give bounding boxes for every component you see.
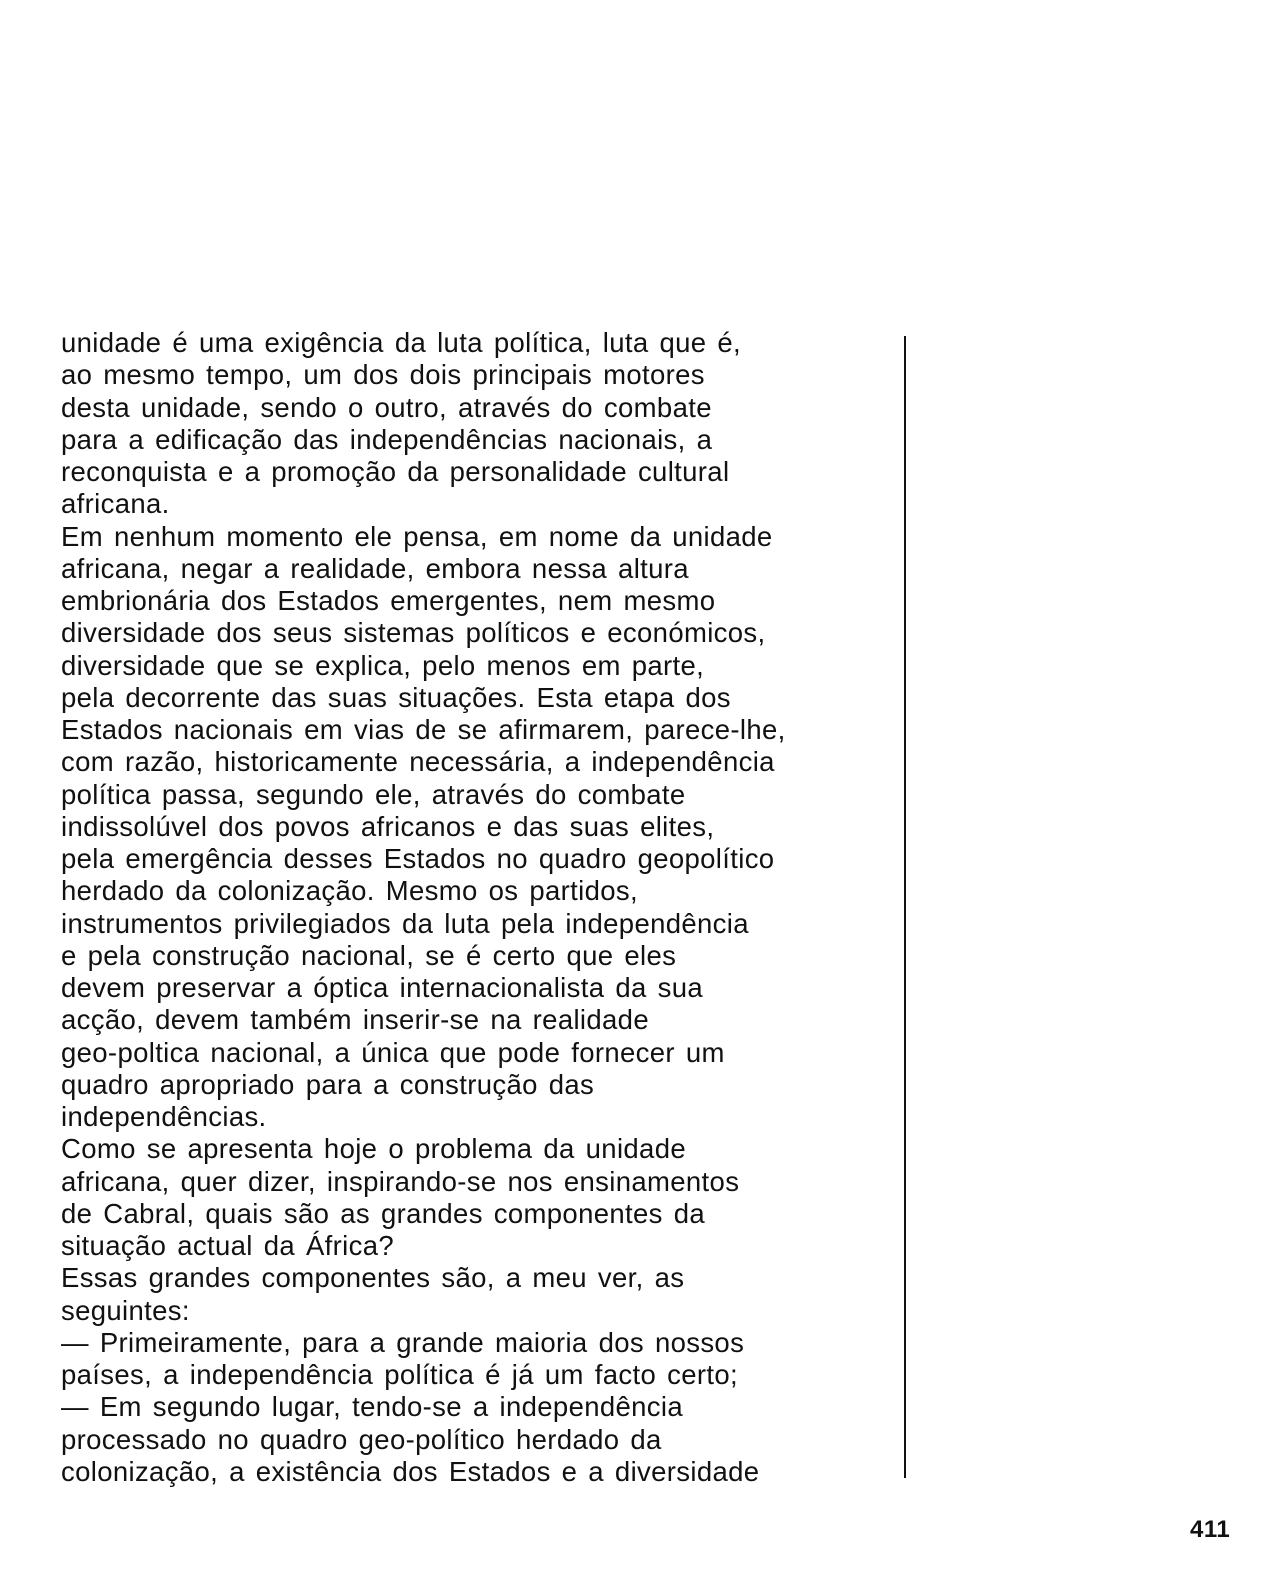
text-line: devem preservar a óptica internacionalista da sua: [61, 972, 704, 1003]
text-line: com razão, historicamente necessária, a independência: [61, 746, 775, 778]
text-line: Estados nacionais em vias de se afirmarem, parece-lhe,: [61, 714, 786, 745]
text-line: quadro apropriado para a construção das: [61, 1068, 595, 1100]
text-line: unidade é uma exigência da luta política, luta que é,: [61, 327, 742, 358]
text-line: — Em segundo lugar, tendo-se a independência: [61, 1391, 684, 1423]
text-line: situação actual da África?: [61, 1230, 395, 1261]
text-line: africana.: [61, 488, 170, 520]
text-line: diversidade que se explica, pelo menos em parte,: [61, 649, 705, 681]
text-line: de Cabral, quais são as grandes componentes da: [61, 1197, 706, 1229]
text-line: colonização, a existência dos Estados e a diversidade: [61, 1455, 760, 1487]
text-line: Como se apresenta hoje o problema da unidade: [61, 1133, 686, 1165]
text-line: indissolúvel dos povos africanos e das suas elites,: [61, 810, 715, 842]
text-line: países, a independência política é já um facto certo;: [61, 1359, 738, 1390]
text-line: ao mesmo tempo, um dos dois principais motores: [61, 359, 705, 391]
text-line: africana, negar a realidade, embora nessa altura: [61, 552, 689, 584]
text-line: política passa, segundo ele, através do combate: [61, 778, 686, 810]
text-line: africana, quer dizer, inspirando-se nos ensinamentos: [61, 1165, 740, 1197]
text-line: acção, devem também inserir-se na realidade: [61, 1004, 649, 1036]
text-line: para a edificação das independências nacionais, a: [61, 423, 713, 455]
text-line: geo-poltica nacional, a única que pode fornecer um: [61, 1036, 725, 1068]
text-line: herdado da colonização. Mesmo os partidos,: [61, 875, 638, 907]
page-number: 411: [1190, 1516, 1231, 1543]
text-line: seguintes:: [61, 1294, 190, 1326]
text-line: Em nenhum momento ele pensa, em nome da unidade: [61, 520, 773, 552]
text-line: processado no quadro geo-político herdado da: [61, 1423, 662, 1455]
margin-rule: [904, 336, 906, 1478]
text-line: independências.: [61, 1101, 267, 1132]
text-line: desta unidade, sendo o outro, através do combate: [61, 391, 712, 423]
text-line: Essas grandes componentes são, a meu ver, as: [61, 1262, 685, 1294]
text-line: — Primeiramente, para a grande maioria dos nossos: [61, 1326, 745, 1358]
text-line: embrionária dos Estados emergentes, nem mesmo: [61, 585, 716, 616]
text-line: pela decorrente das suas situações. Esta etapa dos: [61, 681, 731, 713]
text-line: instrumentos privilegiados da luta pela independência: [61, 907, 749, 939]
text-line: reconquista e a promoção da personalidade cultural: [61, 456, 730, 487]
text-line: diversidade dos seus sistemas políticos e económicos,: [61, 617, 766, 649]
text-line: pela emergência desses Estados no quadro geopolítico: [61, 843, 775, 874]
text-line: e pela construção nacional, se é certo que eles: [61, 939, 677, 971]
body-text: [61, 327, 896, 1488]
